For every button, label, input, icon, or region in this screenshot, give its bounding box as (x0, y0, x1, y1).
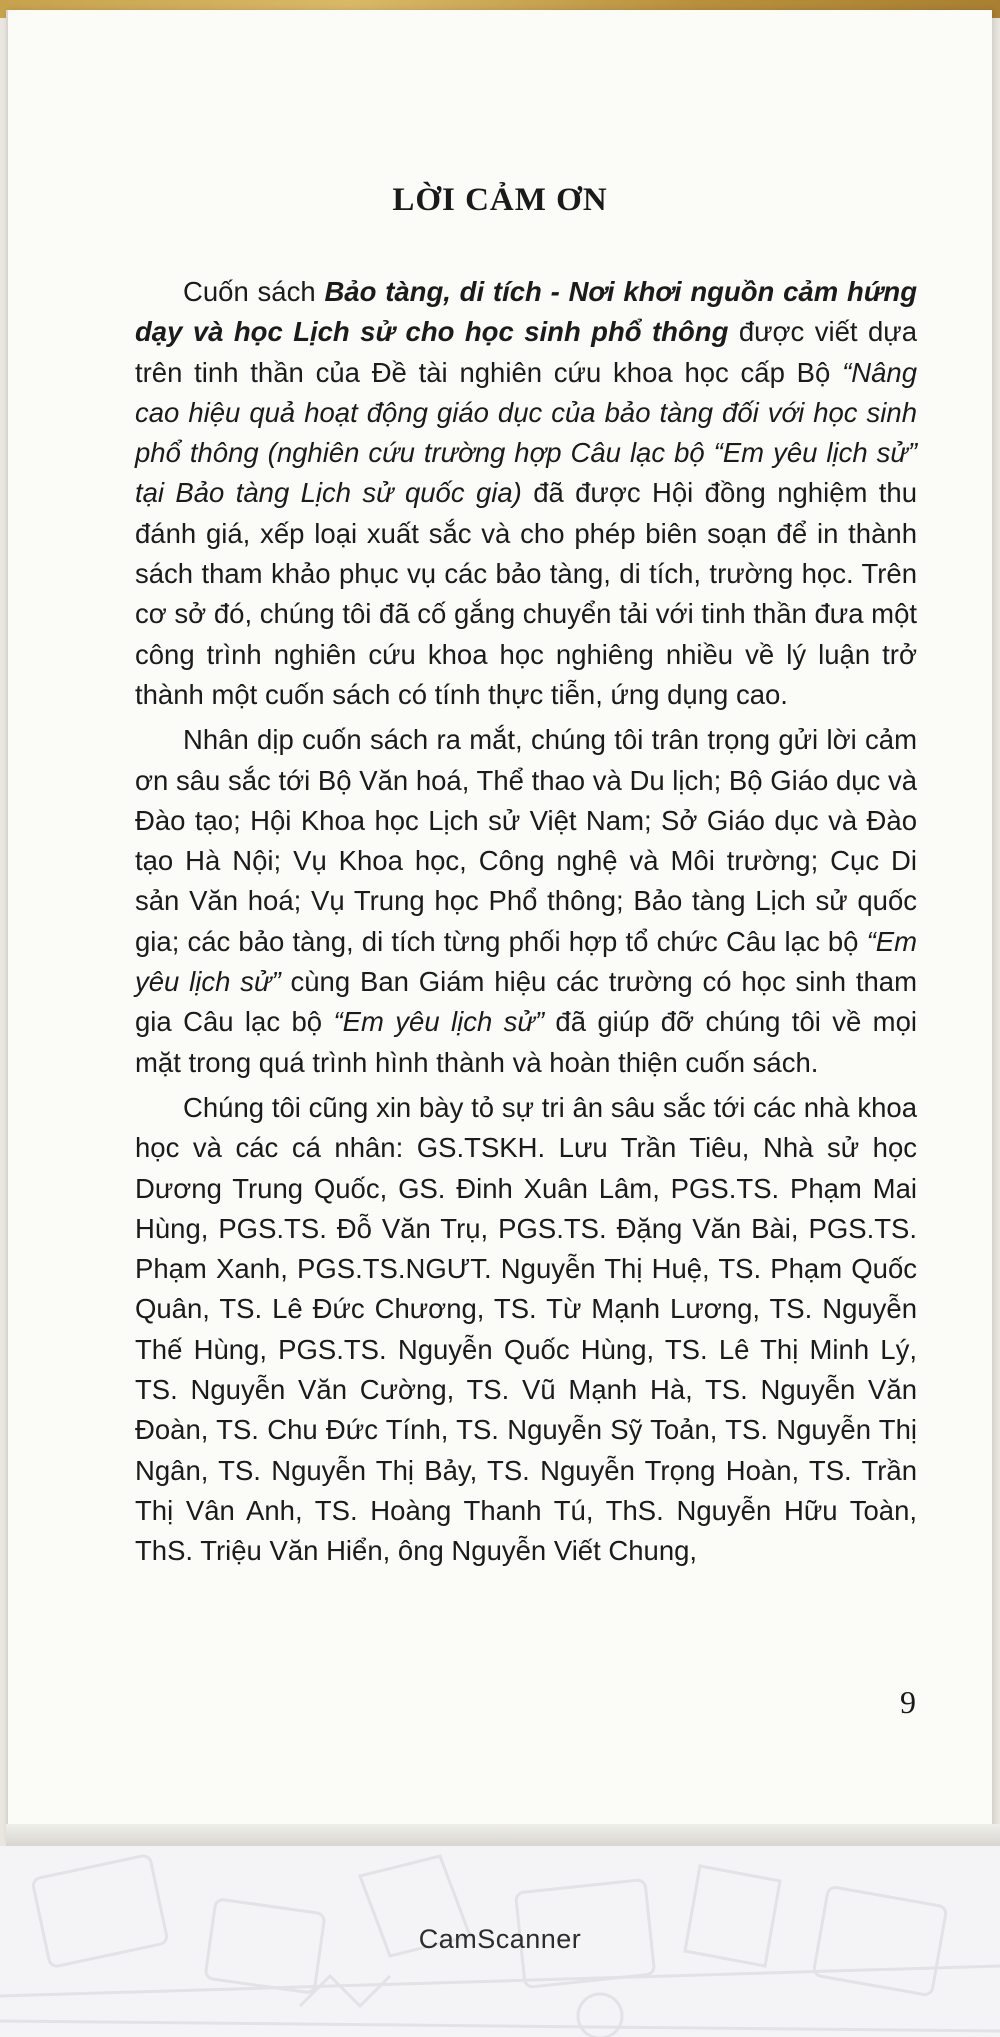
paragraph-1-segment-3: được viết dựa trên tinh thần của Đề tài nghiên cứu khoa học cấp Bộ (135, 316, 917, 388)
scanner-footer (0, 1846, 1000, 2037)
club-name-text: “Em yêu lịch sử” (333, 1006, 544, 1038)
paragraph-2-segment-3: cùng Ban Giám hiệu các trường có học sinh tham gia Câu lạc bộ (135, 966, 917, 1038)
paragraph-1-segment-1: Cuốn sách (183, 276, 325, 307)
book-title-text: Bảo tàng, di tích - Nơi khơi nguồn cảm hứng dạy và học Lịch sử cho học sinh phổ thông (135, 276, 917, 348)
club-name-text: “Em yêu lịch sử” (135, 925, 917, 998)
page-title: LỜI CẢM ƠN (392, 182, 608, 218)
paragraph-2-segment-1: Nhân dịp cuốn sách ra mắt, chúng tôi trân trọng gửi lời cảm ơn sâu sắc tới Bộ Văn hoá, Thể thao và Du lịch; Bộ Giáo dục và Đào tạo; Hội Khoa học Lịch sử Việt Nam; Sở Giáo dục và Đào tạo Hà Nội; Vụ Khoa học, Công nghệ và Môi trường; Cục Di sản Văn hoá; Vụ Trung học Phổ thông; Bảo tàng Lịch sử quốc gia; các bảo tàng, di tích từng phối hợp tổ chức Câu lạc bộ (135, 724, 917, 957)
paragraph-3-segment-1: Chúng tôi cũng xin bày tỏ sự tri ân sâu sắc tới các nhà khoa học và các cá nhân: GS.TSKH. Lưu Trần Tiêu, Nhà sử học Dương Trung Quốc, GS. Đinh Xuân Lâm, PGS.TS. Phạm Mai Hùng, PGS.TS. Đỗ Văn Trụ, PGS.TS. Đặng Văn Bài, PGS.TS. Phạm Xanh, PGS.TS.NGƯT. Nguyễn Thị Huệ, TS. Phạm Quốc Quân, TS. Lê Đức Chương, TS. Từ Mạnh Lương, TS. Nguyễn Thế Hùng, PGS.TS. Nguyễn Quốc Hùng, TS. Lê Thị Minh Lý, TS. Nguyễn Văn Cường, TS. Vũ Mạnh Hà, TS. Nguyễn Văn Đoàn, TS. Chu Đức Tính, TS. Nguyễn Sỹ Toản, TS. Nguyễn Thị Ngân, TS. Nguyễn Thị Bảy, TS. Nguyễn Trọng Hoàn, TS. Trần Thị Vân Anh, TS. Hoàng Thanh Tú, ThS. Nguyễn Hữu Toàn, ThS. Triệu Văn Hiển, ông Nguyễn Viết Chung, (135, 1091, 917, 1567)
app-watermark-label: CamScanner (418, 1924, 582, 1954)
page-bottom-edge (6, 1824, 1000, 1846)
project-title-text: “Nâng cao hiệu quả hoạt động giáo dục của bảo tàng đối với học sinh phổ thông (nghiên cứu trường hợp Câu lạc bộ “Em yêu lịch sử” tại Bảo tàng Lịch sử quốc gia) (135, 356, 917, 509)
paragraph-2-segment-5: đã giúp đỡ chúng tôi về mọi mặt trong quá trình hình thành và hoàn thiện cuốn sách. (135, 1006, 917, 1078)
paragraph-1 (135, 272, 917, 715)
paragraph-3 (135, 1088, 917, 1572)
paragraph-2 (135, 720, 917, 1083)
paragraph-1-segment-5: đã được Hội đồng nghiệm thu đánh giá, xếp loại xuất sắc và cho phép biên soạn để in thành sách tham khảo phục vụ các bảo tàng, di tích, trường học. Trên cơ sở đó, chúng tôi đã cố gắng chuyển tải với tinh thần đưa một công trình nghiên cứu khoa học nghiêng nhiều về lý luận trở thành một cuốn sách có tính thực tiễn, ứng dụng cao. (135, 477, 917, 710)
body-text (135, 272, 917, 1577)
page-number: 9 (900, 1684, 916, 1720)
